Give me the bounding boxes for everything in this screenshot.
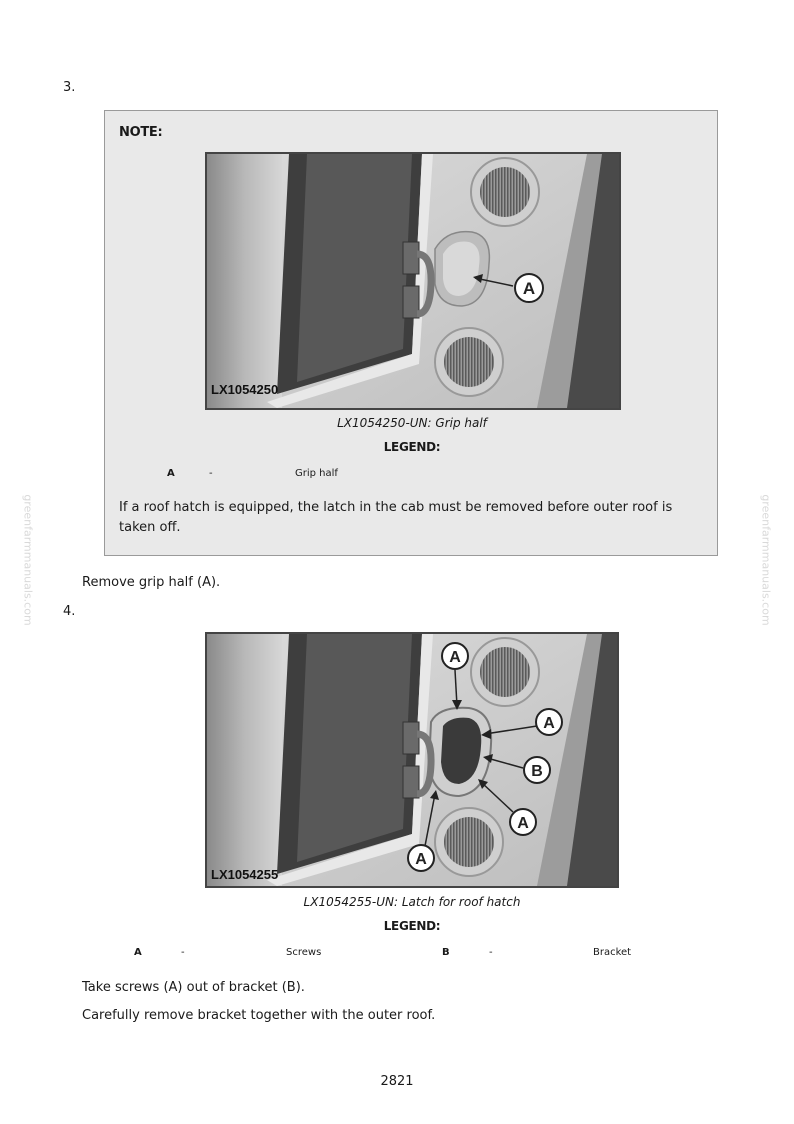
step-number-3: 3.: [63, 80, 76, 95]
figure-grip-half: [205, 152, 621, 410]
callout-b: B: [531, 763, 543, 780]
legend2-key-b: B: [442, 947, 450, 958]
watermark-left: greenfarmmanuals.com: [21, 494, 35, 626]
legend2-dash-a: -: [181, 947, 185, 958]
figure-code: LX1054250: [211, 382, 279, 397]
legend2-label-a: Screws: [286, 947, 322, 958]
legend2-label-b: Bracket: [593, 947, 632, 958]
legend2-title: LEGEND:: [383, 919, 441, 933]
step4-instruction-2: Carefully remove bracket together with the outer roof.: [82, 1008, 436, 1023]
callout-a-right: A: [543, 715, 555, 732]
figure2-code: LX1054255: [211, 867, 279, 882]
callout-a-lower-right: A: [517, 815, 529, 832]
legend-title: LEGEND:: [383, 440, 441, 454]
legend-label-a: Grip half: [295, 468, 338, 479]
step-number-4: 4.: [63, 604, 76, 619]
legend2-key-a: A: [134, 947, 142, 958]
step4-instruction-1: Take screws (A) out of bracket (B).: [82, 980, 305, 995]
step3-instruction: Remove grip half (A).: [82, 575, 221, 590]
callout-a-top: A: [449, 649, 461, 666]
legend2-dash-b: -: [489, 947, 493, 958]
figure2-caption: LX1054255-UN: Latch for roof hatch: [303, 895, 521, 909]
figure-grip-half-illustration: [207, 154, 619, 408]
callout-a: A: [522, 279, 536, 298]
legend-dash-a: -: [209, 468, 213, 479]
note-title: NOTE:: [119, 125, 163, 140]
note-box: [104, 110, 718, 556]
figure-latch-illustration: [207, 634, 617, 886]
note-text: If a roof hatch is equipped, the latch in the cab must be removed before outer roof is taken off.: [119, 500, 673, 535]
watermark-right: greenfarmmanuals.com: [759, 494, 773, 626]
figure-latch-roof-hatch: [205, 632, 619, 888]
callout-a-bottom: A: [415, 851, 427, 868]
legend-key-a: A: [167, 468, 175, 479]
figure-caption: LX1054250-UN: Grip half: [337, 416, 487, 430]
page-number: 2821: [380, 1074, 414, 1089]
